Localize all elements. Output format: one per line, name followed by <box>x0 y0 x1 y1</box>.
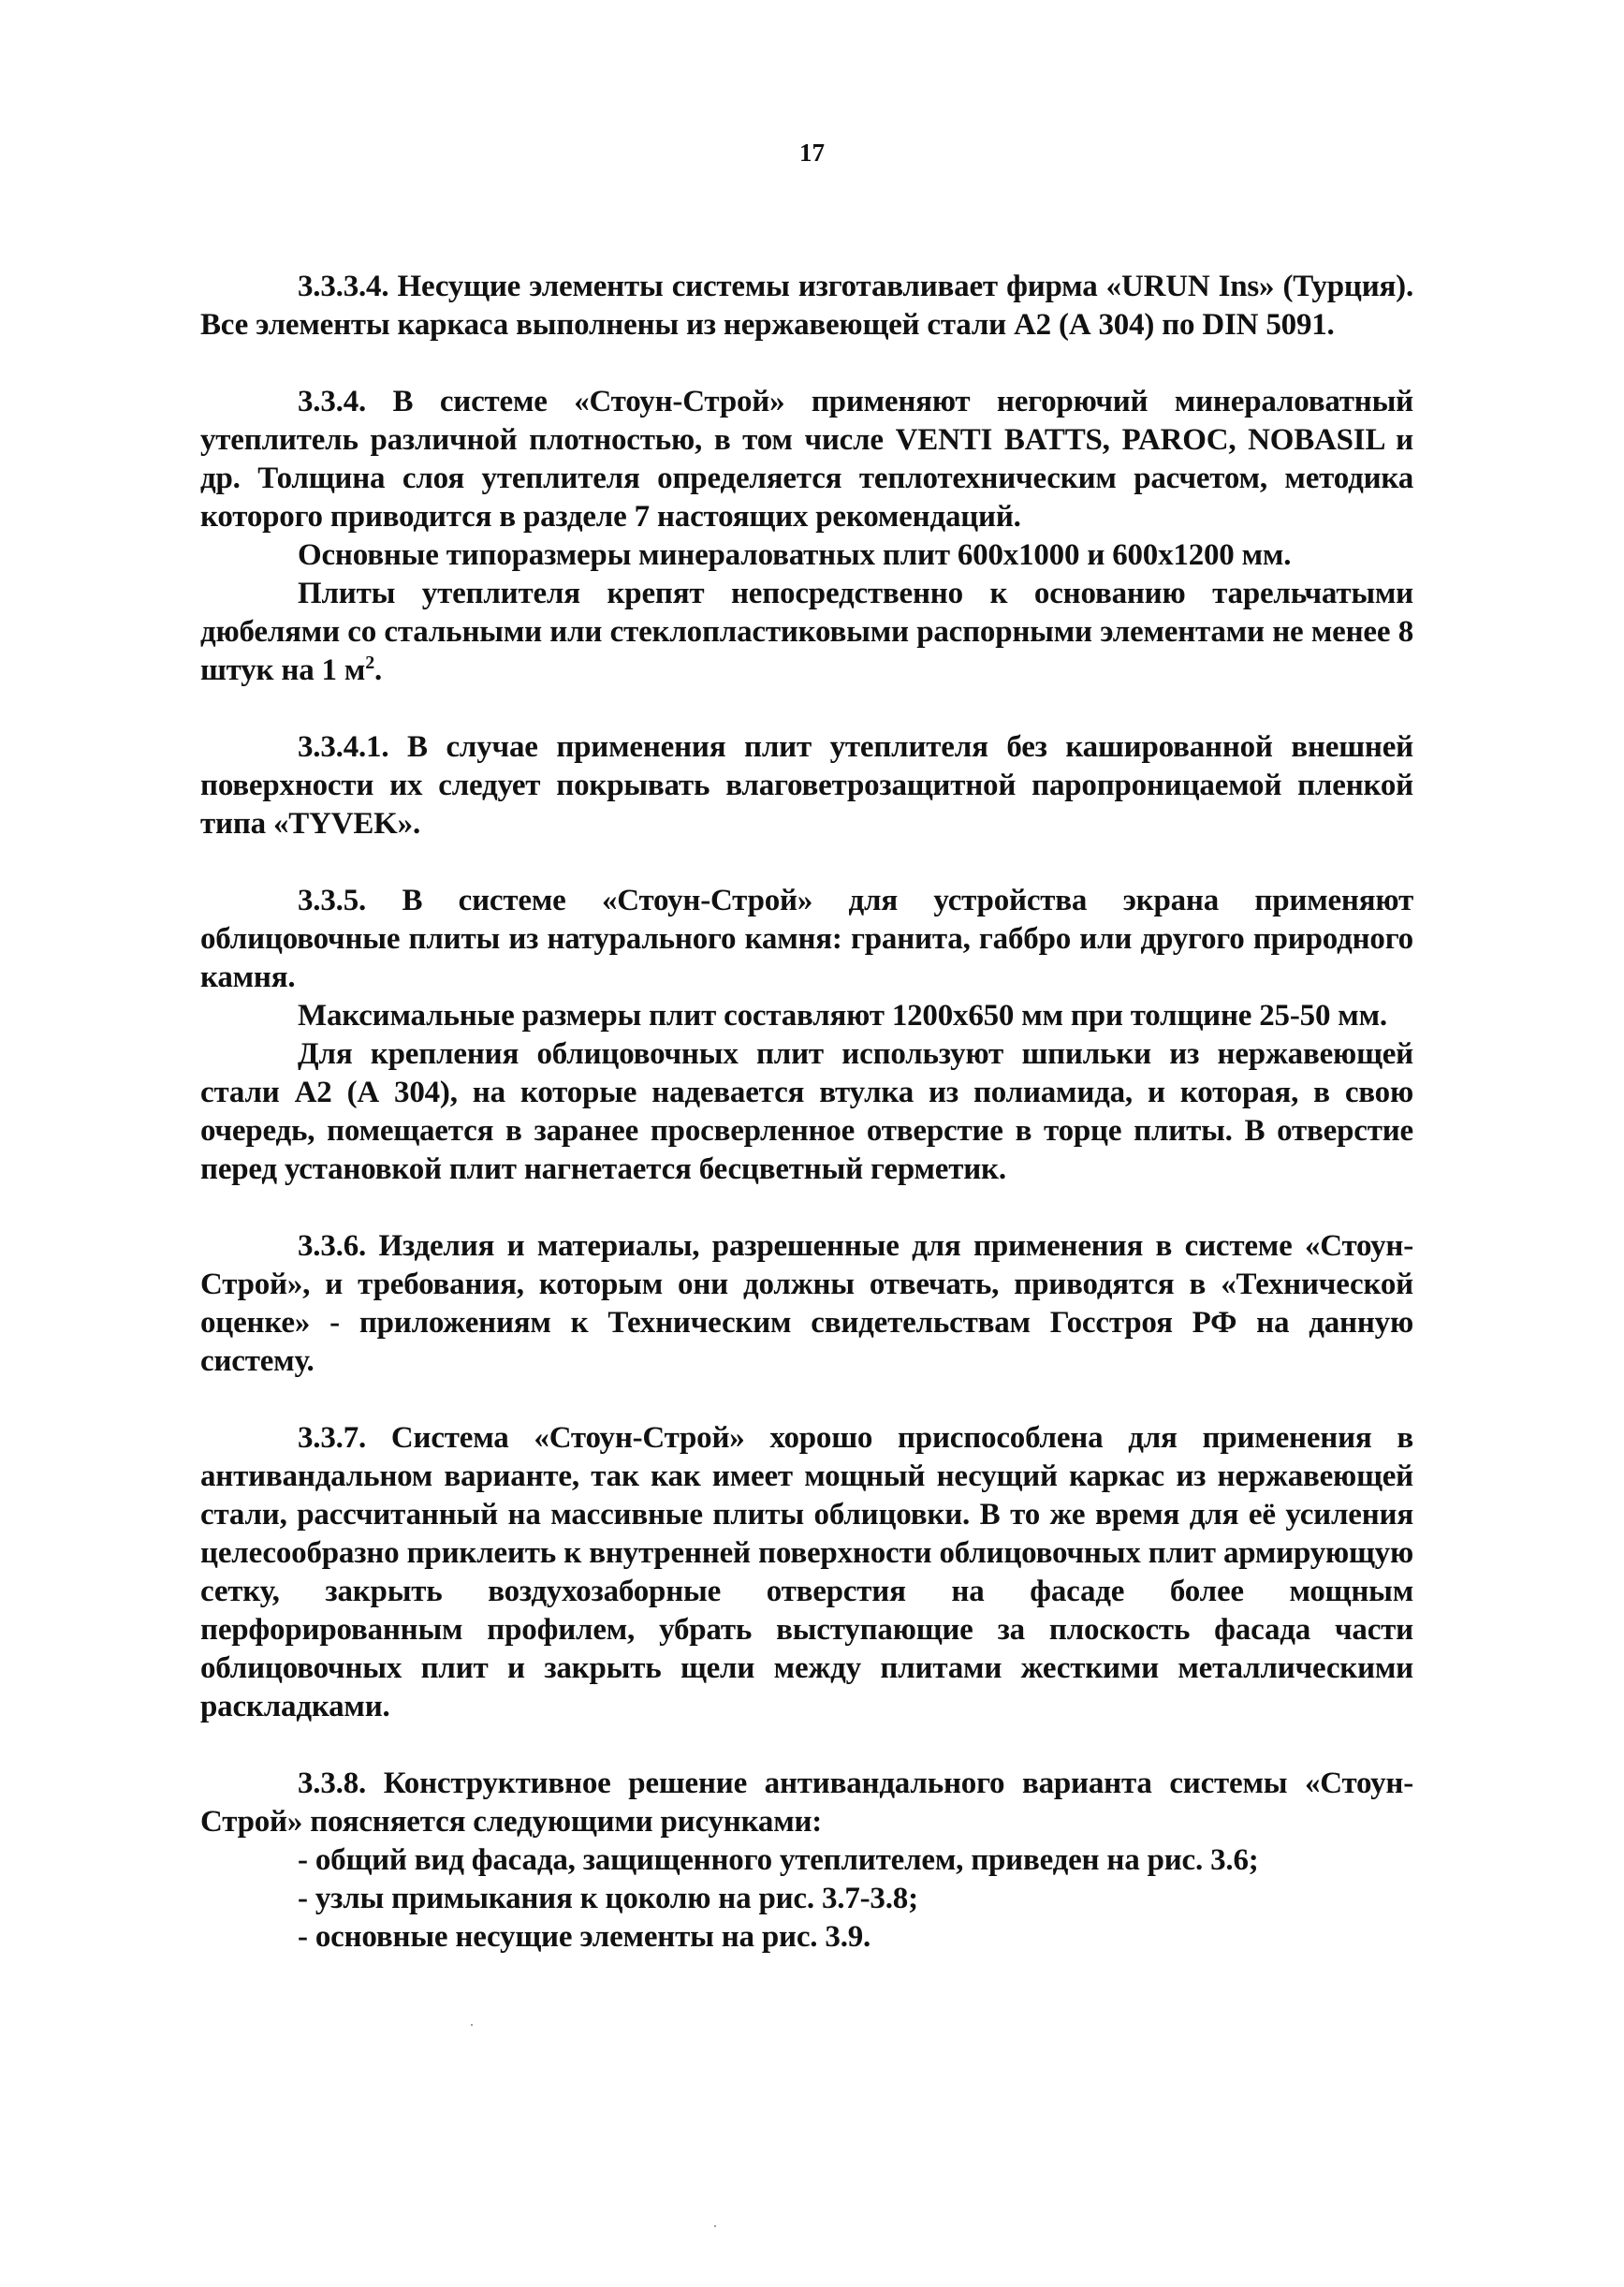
section-3-3-4-1 <box>200 728 1413 843</box>
superscript: 2 <box>365 652 375 673</box>
section-3-3-8 <box>200 1765 1413 1841</box>
scan-speck <box>471 2024 473 2026</box>
paragraph-text: В системе «Стоун-Строй» применяют негорючий минераловатный утеплитель различной плотностью, в том числе VENTI BATTS, PAROC, NOBASIL и др. Толщина слоя утеплителя определяется теплотехническим расчетом, методика которого приводится в разделе 7 настоящих рекомендаций. <box>200 385 1413 534</box>
scan-speck <box>714 2225 716 2227</box>
section-number: 3.3.6. <box>298 1229 367 1263</box>
paragraph-text: Система «Стоун-Строй» хорошо приспособлена для применения в антивандальном варианте, так как имеет мощный несущий каркас из нержавеющей стали, рассчитанный на массивные плиты облицовки. В то же время для её усиления целесообразно приклеить к внутренней поверхности облицовочных плит армирующую сетку, закрыть воздухозаборные отверстия на фасаде более мощным перфорированным профилем, убрать выступающие за плоскость фасада части облицовочных плит и закрыть щели между плитами жесткими металлическими раскладками. <box>200 1421 1413 1723</box>
paragraph-insulation-fixing <box>200 575 1413 690</box>
suffix: . <box>374 653 383 687</box>
section-3-3-4 <box>200 383 1413 536</box>
paragraph-text: Основные типоразмеры минераловатных плит 600x1000 и 600x1200 мм. <box>298 538 1292 572</box>
section-3-3-3-4 <box>200 268 1413 345</box>
list-item: - основные несущие элементы на рис. 3.9. <box>298 1920 871 1954</box>
document-body <box>200 268 1413 1957</box>
paragraph-text: В случае применения плит утеплителя без кашированной внешней поверхности их следует покрывать влаговетрозащитной паропроницаемой пленкой типа «TYVEK». <box>200 730 1413 841</box>
section-number: 3.3.8. <box>298 1767 367 1800</box>
paragraph-text: Изделия и материалы, разрешенные для применения в системе «Стоун-Строй», и требования, которым они должны отвечать, приводятся в «Технической оценке» - приложениям к Техническим свидетельствам Госстроя РФ на данную систему. <box>200 1229 1413 1378</box>
section-3-3-6 <box>200 1227 1413 1381</box>
figure-list <box>200 1841 1413 1957</box>
list-item: - общий вид фасада, защищенного утеплителем, приведен на рис. 3.6; <box>298 1843 1259 1877</box>
section-number: 3.3.7. <box>298 1421 367 1455</box>
paragraph-text: Несущие элементы системы изготавливает фирма «URUN Ins» (Турция). Все элементы каркаса выполнены из нержавеющей стали А2 (А 304) по DIN 5091. <box>200 270 1413 342</box>
paragraph-text: В системе «Стоун-Строй» для устройства экрана применяют облицовочные плиты из натурального камня: гранита, габбро или другого природного камня. <box>200 884 1413 994</box>
paragraph-text: Максимальные размеры плит составляют 1200x650 мм при толщине 25-50 мм. <box>298 999 1387 1033</box>
section-number: 3.3.4.1. <box>298 730 389 764</box>
page-number: 17 <box>799 139 825 167</box>
paragraph-plate-sizes <box>200 536 1413 575</box>
paragraph-text: Для крепления облицовочных плит используют шпильки из нержавеющей стали А2 (А 304), на которые надевается втулка из полиамида, и которая, в свою очередь, помещается в заранее просверленное отверстие в торце плиты. В отверстие перед установкой плит нагнетается бесцветный герметик. <box>200 1037 1413 1186</box>
section-3-3-5 <box>200 882 1413 997</box>
section-number: 3.3.3.4. <box>298 270 389 303</box>
section-3-3-7 <box>200 1419 1413 1726</box>
paragraph-fastening <box>200 1035 1413 1189</box>
section-number: 3.3.5. <box>298 884 367 917</box>
paragraph-max-sizes <box>200 997 1413 1035</box>
paragraph-text: Плиты утеплителя крепят непосредственно к основанию тарельчатыми дюбелями со стальными или стеклопластиковыми распорными элементами не менее 8 штук на 1 м <box>200 577 1413 687</box>
section-number: 3.3.4. <box>298 385 367 418</box>
list-item: - узлы примыкания к цоколю на рис. 3.7-3.8; <box>298 1882 918 1915</box>
paragraph-text: Конструктивное решение антивандального варианта системы «Стоун-Строй» поясняется следующими рисунками: <box>200 1767 1413 1839</box>
